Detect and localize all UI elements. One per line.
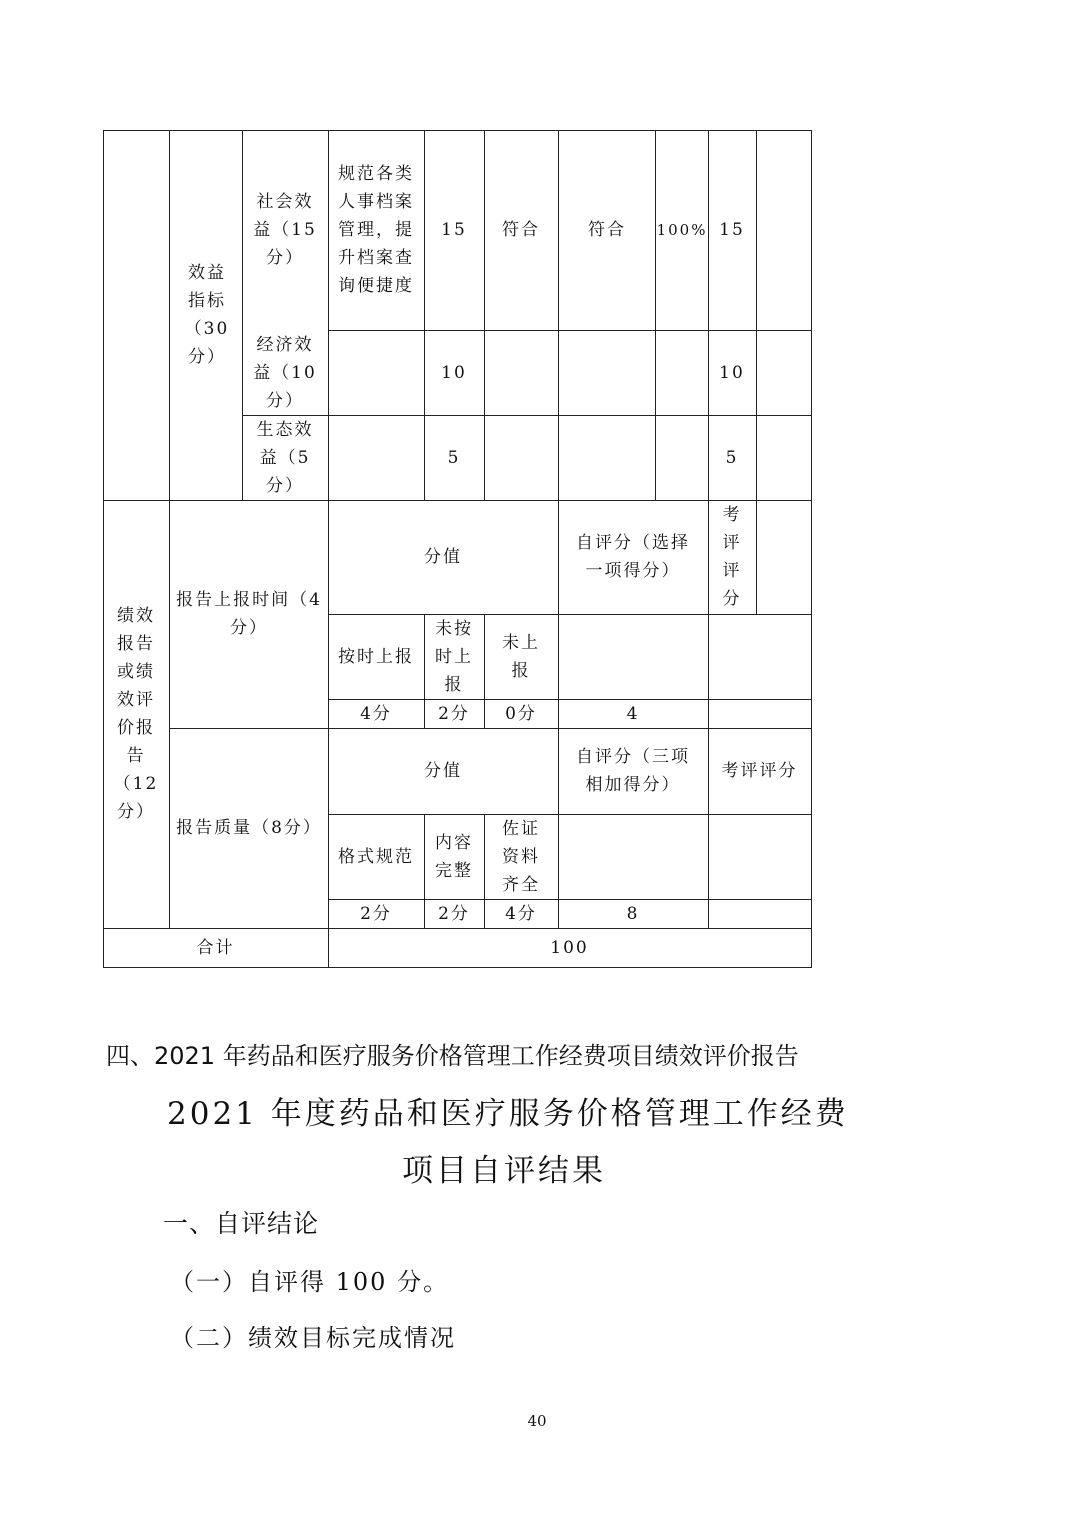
quality-review-header: 考评评分: [721, 761, 798, 781]
social-benefit-target: 符合: [502, 220, 540, 240]
timing-option-late: 未按时上报: [435, 618, 473, 695]
quality-points-content: 2分: [438, 903, 470, 924]
timing-self-score: 4: [626, 703, 640, 724]
timing-self-header: 自评分（选择一项得分）: [576, 533, 690, 581]
quality-self-header: 自评分（三项相加得分）: [576, 747, 690, 795]
table-rule: [756, 500, 757, 615]
total-value: 100: [550, 937, 589, 958]
timing-points-none: 0分: [505, 703, 537, 724]
paragraph-target-status: （二）绩效目标完成情况: [170, 1324, 456, 1352]
economic-benefit-score: 10: [719, 362, 745, 383]
paragraph-self-score: （一）自评得 100 分。: [170, 1268, 450, 1296]
table-rule: [708, 500, 709, 615]
quality-self-score: 8: [626, 903, 640, 924]
timing-points-late: 2分: [438, 703, 470, 724]
quality-label: 报告质量（8分）: [176, 818, 322, 838]
table-rule: [756, 500, 812, 501]
timing-option-ontime: 按时上报: [338, 646, 414, 667]
section-heading: 四、2021 年药品和医疗服务价格管理工作经费项目绩效评价报告: [106, 1042, 799, 1070]
quality-option-content: 内容完整: [435, 832, 473, 881]
ecological-benefit-weight: 5: [447, 447, 461, 468]
timing-value-header: 分值: [424, 547, 462, 567]
table-rule: [811, 130, 812, 968]
quality-value-header: 分值: [424, 761, 462, 781]
timing-label: 报告上报时间（4分）: [176, 590, 322, 638]
social-benefit-score: 15: [719, 220, 745, 240]
social-benefit-label: 社会效益（15分）: [253, 192, 317, 268]
economic-benefit-weight: 10: [441, 362, 467, 383]
timing-option-none: 未上报: [502, 632, 540, 681]
table-rule: [756, 130, 757, 501]
table-rule: [103, 130, 104, 968]
social-benefit-weight: 15: [441, 220, 467, 240]
timing-points-ontime: 4分: [360, 703, 392, 724]
sub-heading: 一、自评结论: [163, 1209, 320, 1238]
page-number: 40: [527, 1412, 547, 1430]
timing-review-header: 考评评分: [722, 505, 742, 609]
economic-benefit-label: 经济效益（10分）: [253, 334, 317, 411]
report-title-line1: 2021 年度药品和医疗服务价格管理工作经费: [167, 1096, 849, 1132]
social-benefit-actual: 符合: [588, 220, 626, 240]
social-benefit-content: 规范各类人事档案管理，提升档案查询便捷度: [338, 164, 414, 296]
report-group-label: 绩效报告或绩效评价报告（12分）: [113, 606, 159, 822]
quality-points-evidence: 4分: [505, 903, 537, 924]
ecological-benefit-score: 5: [725, 447, 739, 468]
quality-points-format: 2分: [360, 903, 392, 924]
quality-option-evidence: 佐证资料齐全: [502, 818, 540, 895]
benefit-group-label: 效益指标（30分）: [184, 263, 230, 367]
table-rule: [103, 967, 812, 968]
social-benefit-rate: 100%: [656, 221, 708, 239]
total-label: 合计: [196, 937, 235, 958]
quality-option-format: 格式规范: [338, 846, 414, 867]
table-rule: [242, 130, 243, 501]
report-title-line2: 项目自评结果: [402, 1153, 606, 1189]
ecological-benefit-label: 生态效益（5分）: [256, 419, 314, 496]
